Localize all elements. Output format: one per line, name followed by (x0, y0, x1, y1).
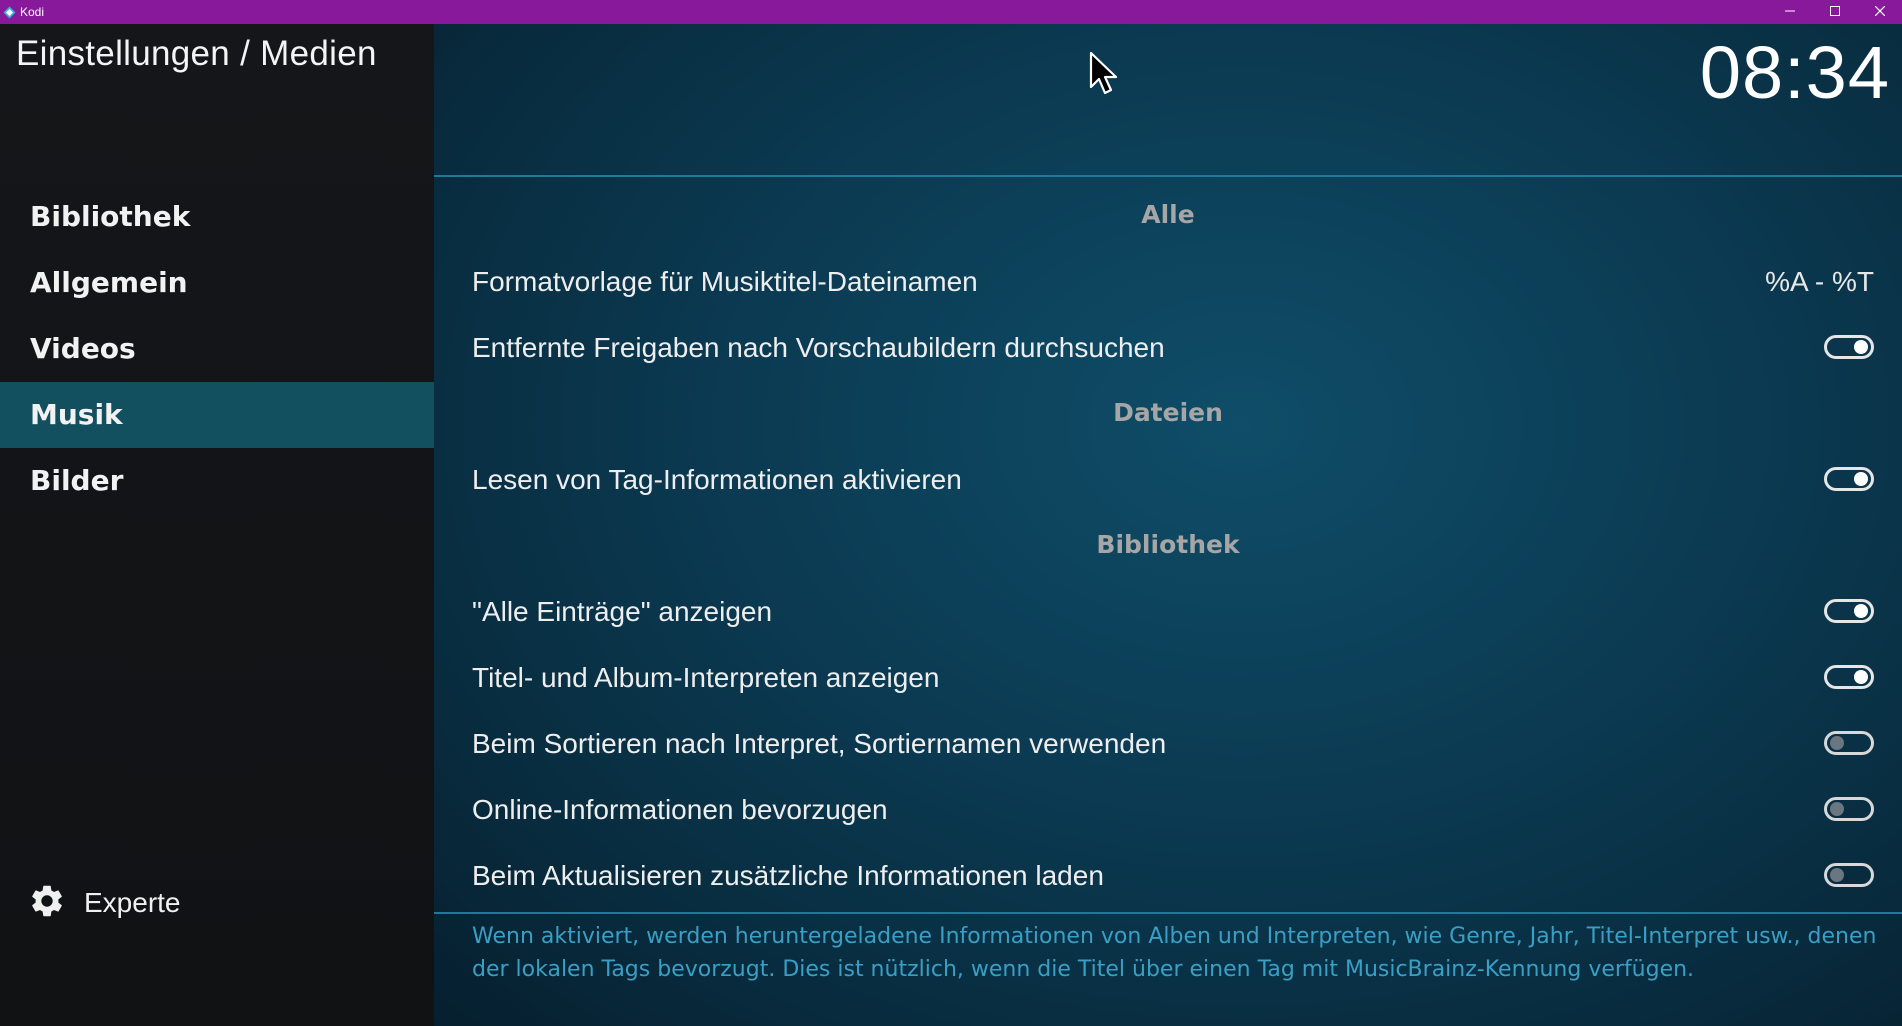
gear-icon (28, 882, 66, 924)
sidebar-item-bilder[interactable]: Bilder (30, 464, 124, 497)
sidebar-item-videos[interactable]: Videos (30, 332, 136, 365)
kodi-logo-icon (3, 6, 16, 19)
settings-level-button[interactable] (28, 882, 181, 924)
maximize-button[interactable] (1812, 0, 1857, 24)
clock: 08:34 (1699, 31, 1890, 114)
setting-label: Lesen von Tag-Informationen aktivieren (472, 464, 962, 495)
minimize-button[interactable] (1767, 0, 1812, 24)
setting-row-read-tags[interactable] (434, 447, 1902, 513)
mouse-cursor-icon (1089, 51, 1119, 99)
setting-row-song-album-artists[interactable] (434, 645, 1902, 711)
setting-value: %A - %T (1765, 266, 1874, 297)
setting-row-sort-names[interactable] (434, 711, 1902, 777)
setting-label: "Alle Einträge" anzeigen (472, 596, 773, 627)
toggle-knob (1854, 670, 1868, 684)
setting-description: Wenn aktiviert, werden heruntergeladene Informationen von Alben und Interpreten, wie Genre, Jahr, Titel-Interpret usw., denen der lokalen Tags bevorzugt. Dies ist nützlich, wenn die Titel über einen Tag mit MusicBrainz-Kennung verfügen. (472, 924, 1877, 982)
close-icon (1875, 5, 1885, 19)
toggle-switch-off[interactable] (1824, 797, 1874, 821)
sidebar-item-musik[interactable]: Musik (0, 382, 434, 448)
setting-row-prefer-online-info[interactable] (434, 777, 1902, 843)
setting-label: Entfernte Freigaben nach Vorschaubildern durchsuchen (472, 332, 1165, 363)
header-divider (434, 175, 1902, 177)
minimize-icon (1785, 5, 1795, 19)
setting-label: Beim Sortieren nach Interpret, Sortiernamen verwenden (472, 728, 1167, 759)
toggle-switch-off[interactable] (1824, 863, 1874, 887)
section-header-alle: Alle (1141, 200, 1195, 229)
settings-sidebar (0, 24, 434, 1026)
setting-row-show-all-items[interactable] (434, 579, 1902, 645)
setting-row-remote-thumbnails[interactable] (434, 315, 1902, 381)
close-button[interactable] (1857, 0, 1902, 24)
setting-label: Titel- und Album-Interpreten anzeigen (472, 662, 940, 693)
breadcrumb: Einstellungen / Medien (16, 34, 377, 73)
category-nav (0, 184, 434, 514)
setting-row-fetch-additional-info[interactable] (434, 843, 1902, 909)
toggle-knob (1854, 340, 1868, 354)
setting-row-format-template[interactable] (434, 249, 1902, 315)
window-titlebar (0, 0, 1902, 24)
window-title: Kodi (20, 5, 45, 19)
description-divider (434, 912, 1902, 914)
maximize-icon (1830, 5, 1840, 19)
toggle-switch-off[interactable] (1824, 731, 1874, 755)
toggle-switch-on[interactable] (1824, 335, 1874, 359)
sidebar-item-bibliothek[interactable]: Bibliothek (30, 200, 191, 233)
toggle-switch-on[interactable] (1824, 665, 1874, 689)
setting-label: Formatvorlage für Musiktitel-Dateinamen (472, 266, 978, 297)
setting-label: Beim Aktualisieren zusätzliche Informationen laden (472, 860, 1104, 891)
setting-label: Online-Informationen bevorzugen (472, 794, 888, 825)
settings-panel (434, 24, 1902, 1026)
window-controls (1767, 0, 1902, 24)
section-header-dateien: Dateien (1113, 398, 1223, 427)
toggle-knob (1830, 736, 1844, 750)
toggle-switch-on[interactable] (1824, 599, 1874, 623)
toggle-knob (1830, 868, 1844, 882)
section-header-bibliothek: Bibliothek (1096, 530, 1240, 559)
toggle-switch-on[interactable] (1824, 467, 1874, 491)
toggle-knob (1854, 604, 1868, 618)
toggle-knob (1854, 472, 1868, 486)
toggle-knob (1830, 802, 1844, 816)
sidebar-item-allgemein[interactable]: Allgemein (30, 266, 188, 299)
settings-level-label: Experte (84, 887, 181, 918)
